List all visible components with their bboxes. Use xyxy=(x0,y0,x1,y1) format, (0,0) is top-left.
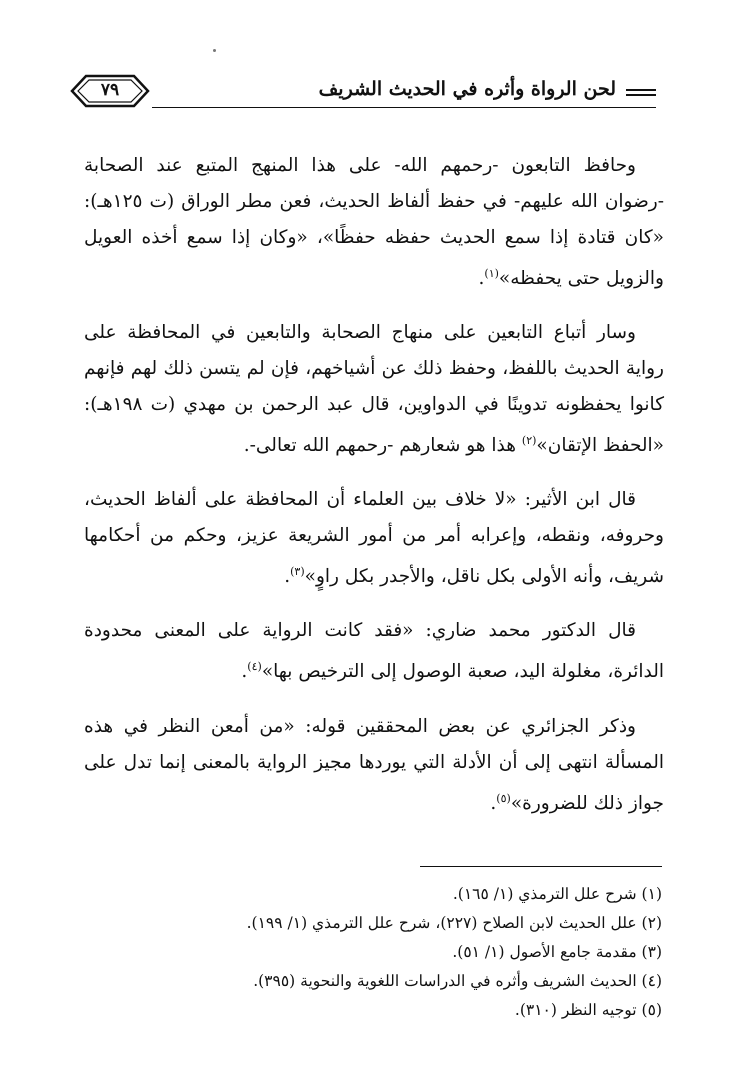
footnote: (١) شرح علل الترمذي (١/ ١٦٥). xyxy=(452,885,662,903)
paragraph-text: وذكر الجزائري عن بعض المحققين قوله: «من أمعن النظر في هذه المسألة انتهى إلى أن الأدلة التي يوردها مجيز الرواية بالمعنى إنما تدل على جواز ذلك للضرورة» xyxy=(84,715,664,814)
footnote-ref: (٣) xyxy=(290,565,305,579)
paragraph xyxy=(84,482,664,595)
paragraph xyxy=(84,613,664,690)
footnote-separator xyxy=(420,866,662,867)
paragraph-text: قال الدكتور محمد ضاري: «فقد كانت الرواية على المعنى محدودة الدائرة، مغلولة اليد، صعبة الوصول إلى الترخيص بها» xyxy=(84,620,664,683)
footnote-ref: (٥) xyxy=(496,791,511,805)
page-number-frame xyxy=(70,70,150,112)
paragraph-text: وحافظ التابعون -رحمهم الله- على هذا المنهج المتبع عند الصحابة -رضوان الله عليهم- في حفظ ألفاظ الحديث، فعن مطر الوراق (ت ١٢٥هـ): «كان قتادة إذا سمع الحديث حفظه حفظًا»، «وكان إذا سمع أخذه العويل والزويل حتى يحفظه» xyxy=(84,155,664,290)
footnote: (٢) علل الحديث لابن الصلاح (٢٢٧)، شرح علل الترمذي (١/ ١٩٩). xyxy=(246,914,662,932)
paragraph-tail: هذا هو شعارهم -رحمهم الله تعالى-. xyxy=(243,435,522,457)
paragraph-tail: . xyxy=(490,792,497,814)
footnote-ref: (٤) xyxy=(247,660,262,674)
footnote: (٥) توجيه النظر (٣١٠). xyxy=(514,1001,662,1019)
scan-speck xyxy=(213,49,216,52)
footnote-ref: (١) xyxy=(484,267,499,280)
paragraph-text: قال ابن الأثير: «لا خلاف بين العلماء أن المحافظة على ألفاظ الحديث، وحروفه، ونقطه، وإعرابه أمر من أمور الشريعة عزيز، وحكم من أحكامها شريف، وأنه الأولى بكل ناقل، والأجدر بكل راوٍ» xyxy=(84,489,664,588)
running-title: لحن الرواة وأثره في الحديث الشريف xyxy=(318,78,616,100)
header-underline xyxy=(152,107,656,108)
header-ornament-rule xyxy=(626,89,656,96)
page-header xyxy=(70,70,656,112)
paragraph xyxy=(84,709,664,822)
footnotes xyxy=(84,880,662,1025)
footnote: (٣) مقدمة جامع الأصول (١/ ٥١). xyxy=(452,943,662,961)
paragraph-tail: . xyxy=(241,661,248,683)
paragraph-tail: . xyxy=(478,268,485,290)
footnote-ref: (٢) xyxy=(521,434,537,448)
paragraph xyxy=(84,315,664,464)
footnote: (٤) الحديث الشريف وأثره في الدراسات اللغوية والنحوية (٣٩٥). xyxy=(253,972,662,990)
main-text xyxy=(84,148,664,840)
paragraph xyxy=(84,148,664,297)
paragraph-text: وسار أتباع التابعين على منهاج الصحابة والتابعين في المحافظة على رواية الحديث باللفظ، وحفظ ذلك عن أشياخهم، فإن لم يتسن ذلك لهم فإنهم كانوا يحفظونه تدوينًا في الدواوين، قال عبد الرحمن بن مهدي (ت ١٩٨هـ): «الحفظ الإتقان» xyxy=(84,322,664,457)
page-number: ٧٩ xyxy=(100,80,120,100)
paragraph-tail: . xyxy=(284,566,291,588)
